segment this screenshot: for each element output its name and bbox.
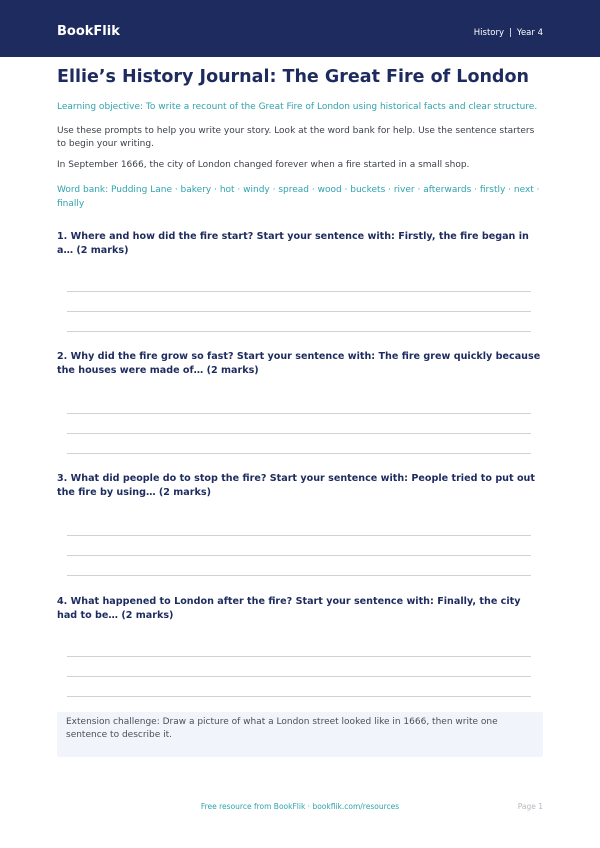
header-bar [0,0,600,57]
word-bank: Word bank: Pudding Lane · bakery · hot · windy · spread · wood · buckets · river · afterwards · firstly · next · finally [57,185,540,209]
answer-line[interactable] [67,696,531,697]
extension-challenge-text: Extension challenge: Draw a picture of what a London street looked like in 1666, then write one sentence to describe it. [66,717,498,740]
answer-line[interactable] [67,413,531,414]
answer-line[interactable] [67,575,531,576]
question-4: 4. What happened to London after the fire? Start your sentence with: Finally, the city had to be… (2 marks) [57,596,521,621]
question-1: 1. Where and how did the fire start? Start your sentence with: Firstly, the fire began in a… (2 marks) [57,231,529,256]
opening-sentence: In September 1666, the city of London changed forever when a fire started in a small shop. [57,160,470,170]
question-3: 3. What did people do to stop the fire? Start your sentence with: People tried to put out the fire by using… (2 marks) [57,473,535,498]
answer-line[interactable] [67,535,531,536]
answer-line[interactable] [67,555,531,556]
subject-label: History [473,28,505,38]
learning-objective: Learning objective: To write a recount of the Great Fire of London using historical facts and clear structure. [57,102,538,112]
subject-year-label [474,28,543,39]
page-number: Page 1 [517,802,543,811]
footer-resource-link[interactable]: Free resource from BookFlik · bookflik.com/resources [200,802,400,811]
answer-line[interactable] [67,433,531,434]
question-2: 2. Why did the fire grow so fast? Start your sentence with: The fire grew quickly because the houses were made of… (2 marks) [57,351,541,376]
meta-separator: | [509,28,512,38]
year-label: Year 4 [516,28,543,38]
page-title: Ellie’s History Journal: The Great Fire of London [57,67,529,87]
answer-line[interactable] [67,453,531,454]
extension-challenge-box [57,712,543,757]
answer-line[interactable] [67,676,531,677]
answer-line[interactable] [67,291,531,292]
instructions-text: Use these prompts to help you write your story. Look at the word bank for help. Use the sentence starters to begin your writing. [57,126,535,149]
answer-line[interactable] [67,331,531,332]
answer-line[interactable] [67,311,531,312]
answer-line[interactable] [67,656,531,657]
brand-logo-text[interactable]: BookFlik [57,24,120,39]
